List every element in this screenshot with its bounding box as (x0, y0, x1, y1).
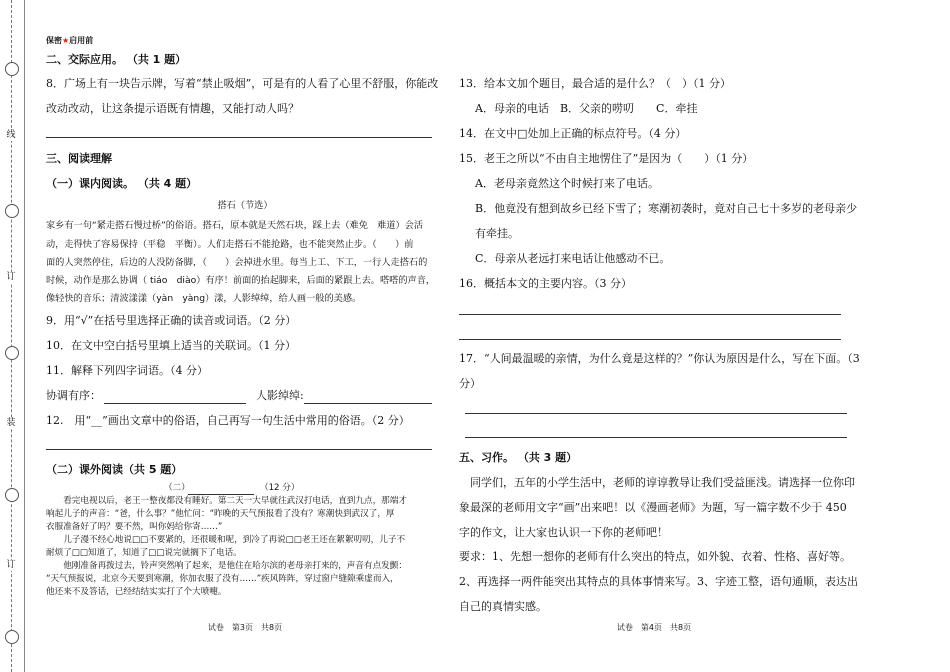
q15-option-c: C．母亲从老远打来电话让他感动不已。 (475, 252, 671, 265)
q12-answer-line[interactable] (46, 449, 432, 450)
essay-prompt-line: 象最深的老师用文字“画”出来吧！以《漫画老师》为题，写一篇字数不少于 450 (459, 501, 847, 514)
left-page (46, 0, 444, 672)
binding-dashed-line (11, 0, 12, 672)
binding-hole-icon (5, 346, 19, 360)
passage-2-line: 耐烦了□□知道了，知道了□□说完就搁下了电话。 (46, 548, 242, 558)
binding-label: 订 (6, 560, 16, 570)
q8-text-cont: 改动改动，让这条提示语既有情趣，又能打动人吗？ (46, 102, 299, 115)
binding-margin (0, 0, 25, 672)
binding-label: 线 (6, 130, 16, 140)
passage-2-line: 衣服准备好了吗？要不然，叫你妈给你寄……” (46, 522, 223, 532)
q12-text: 12. 用“__”画出文章中的俗语，自己再写一句生活中常用的俗语。（2 分） (46, 414, 410, 427)
section-2-title: 二、交际应用。 （共 1 题） (46, 53, 187, 66)
passage-2-line: 儿子漫不经心地说□□不要紧的，还很暖和呢，到冷了再说□□老王还在絮絮叨叨，儿子不 (46, 535, 406, 545)
q13-text: 13．给本文加个题目，最合适的是什么？（ ）（1 分） (459, 77, 731, 90)
essay-prompt-line: 自己的真情实感。 (459, 600, 547, 613)
q14-text: 14．在文中□处加上正确的标点符号。（4 分） (459, 127, 687, 140)
q17-text-cont: 分） (459, 377, 481, 390)
binding-hole-icon (5, 488, 19, 502)
binding-label: 装 (6, 418, 16, 428)
q15-text: 15．老王之所以“不由自主地愣住了”是因为（ ）（1 分） (459, 152, 754, 165)
section-3-title: 三、阅读理解 (46, 152, 112, 165)
binding-hole-icon (5, 630, 19, 644)
passage-2-line: “天气预报说，北京今天要到寒潮，你加衣服了没有……”疾风阵阵，穿过窗户缝隙乘虚而入， (46, 574, 399, 584)
passage-2-head: （二） (164, 483, 190, 493)
essay-prompt-line: 同学们，五年的小学生活中，老师的谆谆教导让我们受益匪浅。请选择一位你印 (459, 476, 855, 489)
essay-prompt-line: 2、再选择一两件能突出其特点的具体事情来写。3、字迹工整，语句通顺，表达出 (459, 575, 858, 588)
q16-text: 16．概括本文的主要内容。（3 分） (459, 277, 632, 290)
passage-1-line: 家乡有一句“紧走搭石慢过桥”的俗语。搭石，原本就是天然石块，踩上去（难免 难道）会活 (46, 220, 424, 231)
essay-prompt-line: 要求：1、先想一想你的老师有什么突出的特点，如外貌、衣着、性格、喜好等。 (459, 550, 851, 563)
passage-2-line: 响起儿子的声音：“爸，什么事？”他忙问：“昨晚的天气预报看了没有？寒潮快到武汉了，厚 (46, 509, 395, 519)
sub-section-2-title: （二）课外阅读（共 5 题） (46, 463, 183, 476)
q8-text: 8．广场上有一块告示牌，写着“禁止吸烟”，可是有的人看了心里不舒服，你能改 (46, 77, 439, 90)
passage-2-score: （12 分） (260, 483, 300, 493)
star-icon: ★ (62, 36, 70, 45)
q11-answer-a-line[interactable] (104, 403, 246, 404)
q15-option-a: A．老母亲竟然这个时候打来了电话。 (475, 177, 659, 190)
q11-term-b: 人影绰绰: (256, 389, 304, 402)
q13-options: A．母亲的电话 B．父亲的唠叨 C．牵挂 (475, 102, 698, 115)
q15-option-b: B．他竟没有想到故乡已经下雪了；寒潮初袭时，竟对自己七十多岁的老母亲少 (475, 202, 858, 215)
q17-text: 17．“人间最温暖的亲情，为什么竟是这样的？”你认为原因是什么，写在下面。（3 (459, 352, 860, 365)
passage-1-line: 时候，动作是那么协调（ tiáo diào）有序！前面的抬起脚来，后面的紧跟上去。嗒嗒的声音， (46, 275, 436, 286)
binding-hole-icon (5, 62, 19, 76)
passage-2-line: 他刚准备再拨过去，铃声突然响了起来，是他住在哈尔滨的老母亲打来的，声音有点发颤： (46, 561, 407, 571)
q10-text: 10．在文中空白括号里填上适当的关联词。（1 分） (46, 339, 296, 352)
passage-1-line: 像轻快的音乐；清波漾漾（yàn yàng）漾，人影绰绰，给人画一般的美感。 (46, 293, 362, 304)
q16-answer-line[interactable] (459, 339, 841, 340)
q11-text: 11．解释下列四字词语。（4 分） (46, 364, 208, 377)
essay-prompt-line: 字的作文，让大家也认识一下你的老师吧！ (459, 526, 668, 539)
sub-section-1-title: （一）课内阅读。 （共 4 题） (46, 177, 198, 190)
page-footer-left: 试卷 第3页 共8页 (207, 623, 283, 632)
passage-2-line: 他还来不及答话，已经结结实实打了个大喷嚏。 (46, 587, 227, 597)
binding-label: 订 (6, 272, 16, 282)
q17-answer-line[interactable] (465, 413, 847, 414)
page-footer-right: 试卷 第4页 共8页 (616, 623, 692, 632)
q15-option-b-cont: 有牵挂。 (475, 227, 519, 240)
q16-answer-line[interactable] (459, 314, 841, 315)
passage-1-title: 搭石（节选） (217, 200, 273, 211)
passage-1-line: 面的人突然停住，后边的人没防备脚，（ ）会掉进水里。每当上工、下工，一行人走搭石的 (46, 257, 428, 268)
passage-1-line: 动，走得快了容易保持（平稳 平衡）。人们走搭石不能抢路，也不能突然止步。（ ）前 (46, 239, 414, 250)
section-5-title: 五、习作。 （共 3 题） (459, 451, 578, 464)
binding-hole-icon (5, 204, 19, 218)
q11-term-a: 协调有序： (46, 389, 101, 402)
q9-text: 9．用“√”在括号里选择正确的读音或词语。（2 分） (46, 314, 297, 327)
right-page (459, 0, 859, 672)
q17-answer-line[interactable] (465, 437, 847, 438)
secret-label: 保密★启用前 (46, 36, 94, 45)
q11-answer-b-line[interactable] (304, 403, 432, 404)
q8-answer-line[interactable] (46, 137, 432, 138)
passage-2-line: 看完电视以后，老王一整夜都没有睡好。第二天一大早就往武汉打电话，直到九点，那端才 (46, 496, 407, 506)
